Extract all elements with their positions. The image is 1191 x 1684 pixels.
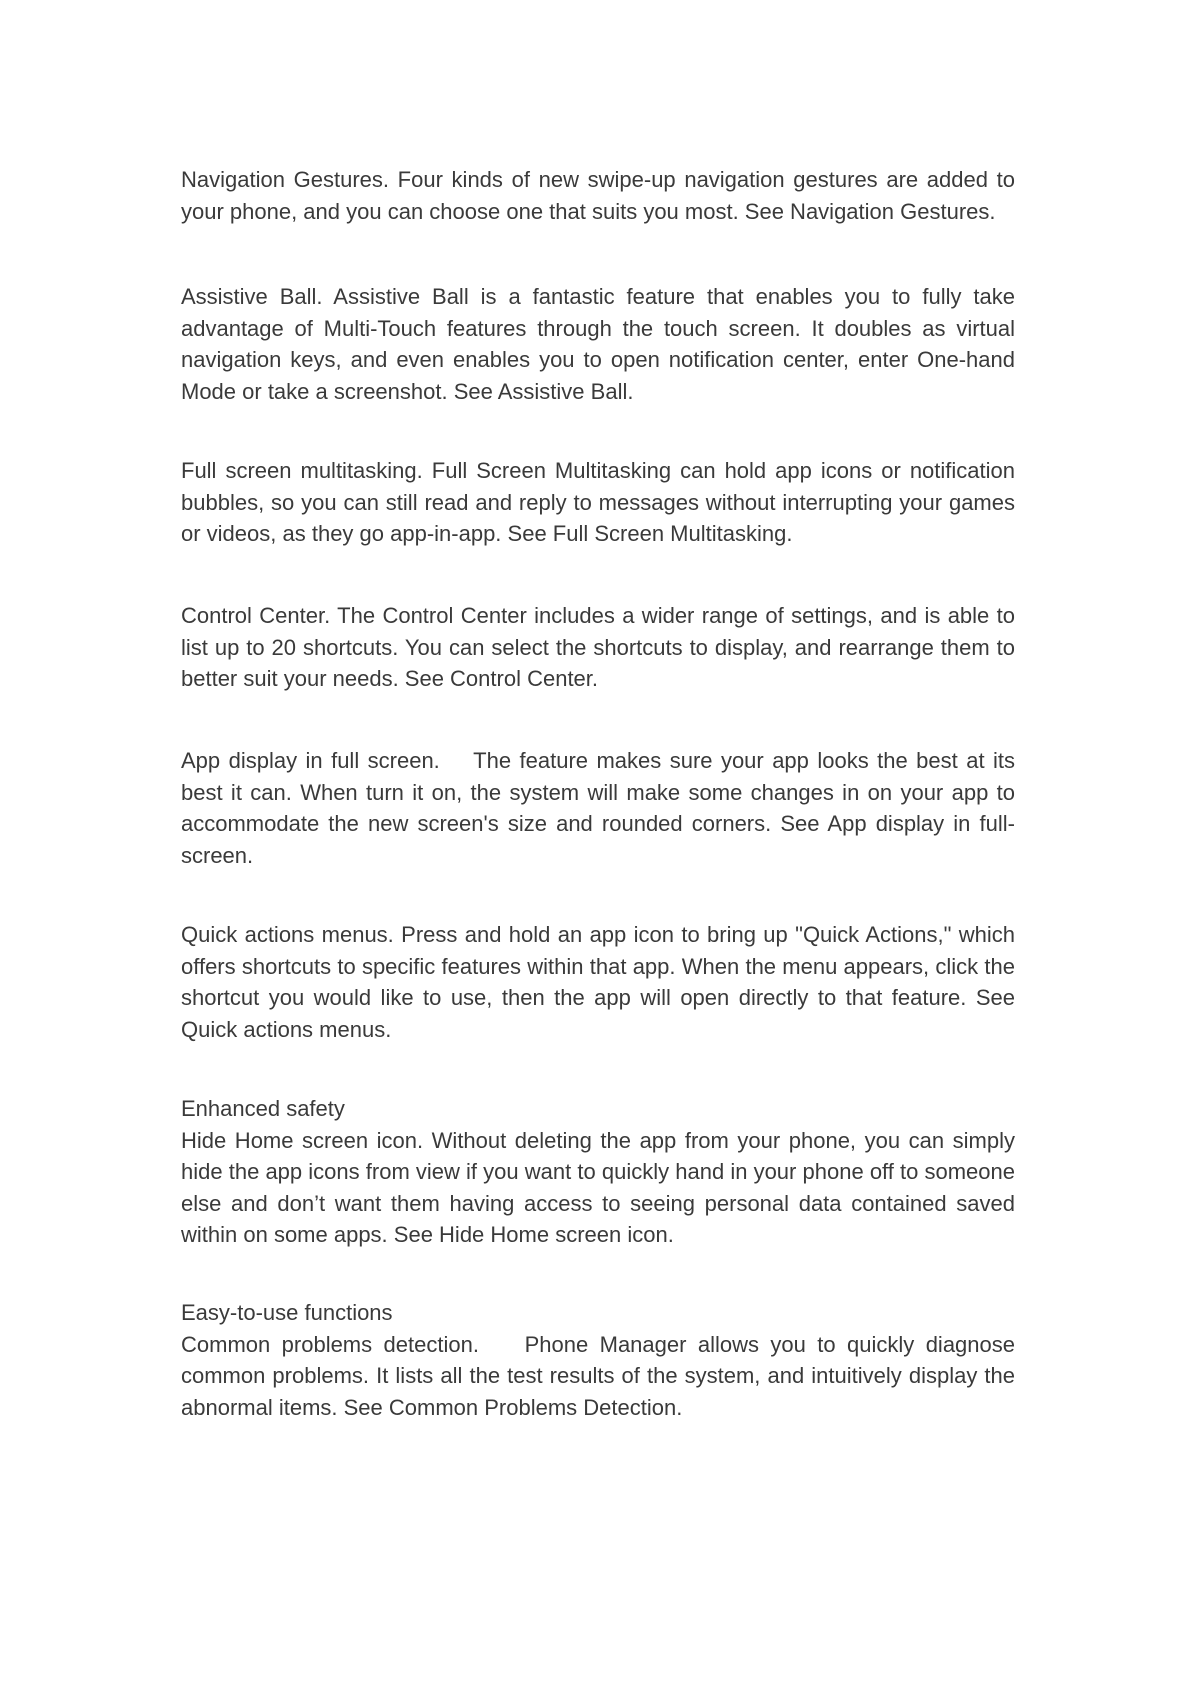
paragraph-control-center [181, 600, 1015, 695]
section-easy-to-use-functions [181, 1297, 1022, 1423]
section-heading: Easy-to-use functions [181, 1300, 393, 1325]
paragraph-text: Assistive Ball. Assistive Ball is a fantastic feature that enables you to fully take advantage of Multi-Touch features through the touch screen. It doubles as virtual navigation keys, and even enables you to open notification center, enter One-hand Mode or take a screenshot. See Assistive Ball. [181, 284, 1015, 404]
paragraph-app-display-full-screen [181, 745, 1022, 871]
paragraph-text: Navigation Gestures. Four kinds of new swipe-up navigation gestures are added to your phone, and you can choose one that suits you most. See Navigation Gestures. [181, 167, 1015, 224]
paragraph-text: Control Center. The Control Center includes a wider range of settings, and is able to list up to 20 shortcuts. You can select the shortcuts to display, and rearrange them to better suit your needs. See Control Center. [181, 603, 1015, 691]
section-enhanced-safety [181, 1093, 1015, 1251]
paragraph-text: Quick actions menus. Press and hold an app icon to bring up "Quick Actions," which offers shortcuts to specific features within that app. When the menu appears, click the shortcut you would like to use, then the app will open directly to that feature. See Quick actions menus. [181, 922, 1015, 1042]
section-text: Common problems detection. Phone Manager allows you to quickly diagnose common problems. It lists all the test results of the system, and intuitively display the abnormal items. See Common Problems Detection. [181, 1331, 1022, 1420]
paragraph-text: Full screen multitasking. Full Screen Multitasking can hold app icons or notification bubbles, so you can still read and reply to messages without interrupting your games or videos, as they go app-in-app. See Full Screen Multitasking. [181, 458, 1015, 546]
paragraph-quick-actions-menus [181, 919, 1015, 1045]
section-text: Hide Home screen icon. Without deleting the app from your phone, you can simply hide the app icons from view if you want to quickly hand in your phone off to someone else and don’t want them having access to seeing personal data contained saved within on some apps. See Hide Home screen icon. [181, 1127, 1015, 1247]
section-heading: Enhanced safety [181, 1096, 345, 1121]
paragraph-text: App display in full screen. The feature makes sure your app looks the best at its best it can. When turn it on, the system will make some changes in on your app to accommodate the new screen's size and rounded corners. See App display in full-screen. [181, 748, 1022, 868]
paragraph-full-screen-multitasking [181, 455, 1015, 550]
paragraph-navigation-gestures [181, 164, 1015, 227]
paragraph-assistive-ball [181, 281, 1015, 407]
